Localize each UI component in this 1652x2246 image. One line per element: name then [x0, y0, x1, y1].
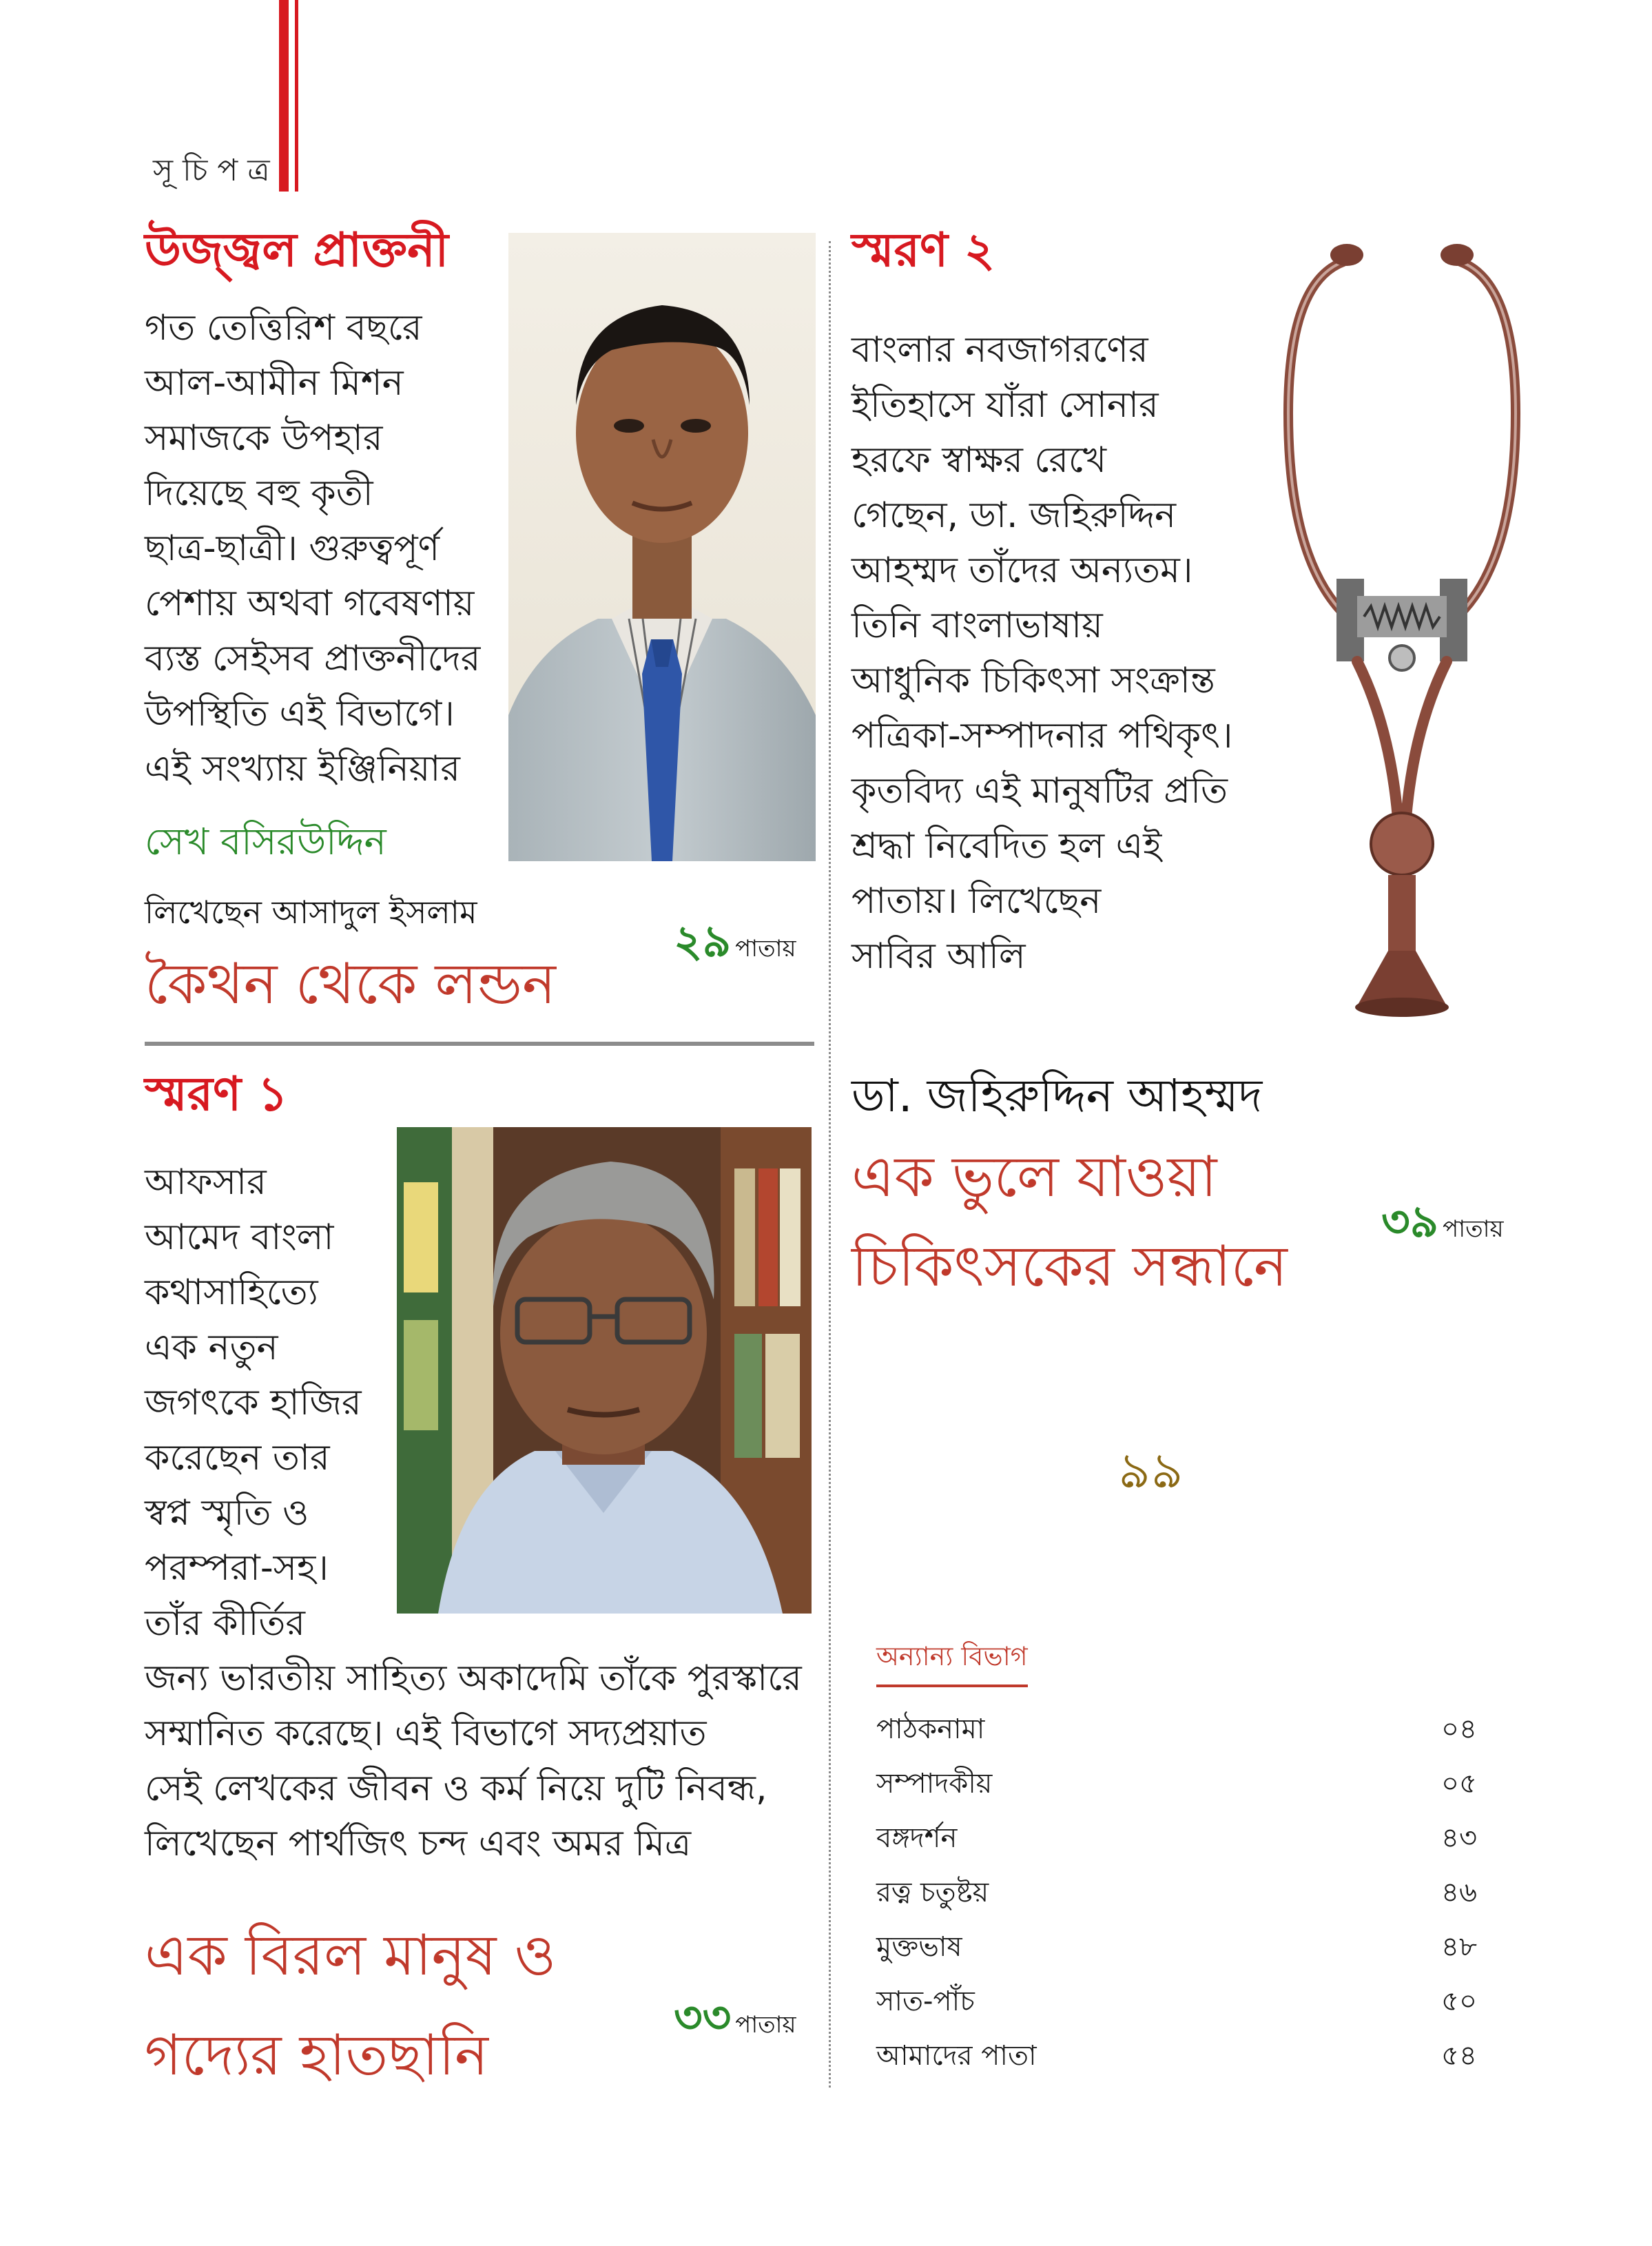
other-section-item[interactable] [876, 1871, 1481, 1913]
section1-lines-line: এই সংখ্যায় ইঞ্জিনিয়ার [145, 748, 460, 790]
section3-lines-line: আহম্মদ তাঁদের অন্যতম। [851, 550, 1193, 591]
section3-lines-line: ইতিহাসে যাঁরা সোনার [851, 384, 1159, 426]
section1-lines-line: ব্যস্ত সেইসব প্রাক্তনীদের [145, 638, 481, 679]
section3-feature-line2[interactable]: চিকিৎসকের সন্ধানে [851, 1234, 1288, 1299]
section1-lines-line: দিয়েছে বহু কৃতী [145, 473, 373, 514]
section3-person-name: ডা. জহিরুদ্দিন আহম্মদ [851, 1069, 1263, 1122]
section1-lines-line: সমাজকে উপহার [145, 418, 383, 459]
section2-feature-line1[interactable]: এক বিরল মানুষ ও [145, 1923, 557, 1988]
section1-lines-line: উপস্থিতি এই বিভাগে। [145, 693, 455, 734]
other-section-item[interactable] [876, 1762, 1481, 1804]
section3-lines-line: গেছেন, ডা. জহিরুদ্দিন [851, 495, 1177, 536]
section3-lines-line: সাবির আলি [851, 936, 1026, 977]
section1-body [145, 300, 480, 796]
other-section-page: ০৫ [1441, 1768, 1477, 1800]
section3-lines-line: পাতায়। লিখেছেন [851, 880, 1102, 922]
section2-wide-line: জন্য ভারতীয় সাহিত্য অকাদেমি তাঁকে পুরস্কারে [145, 1658, 802, 1699]
section2-body-narrow [145, 1155, 362, 1651]
section1-title: উজ্জ্বল প্রাক্তনী [145, 223, 449, 278]
section2-body-wide [145, 1651, 802, 1871]
section3-lines-line: কৃতবিদ্য এই মানুষটির প্রতি [851, 770, 1228, 812]
other-section-page: ০৪ [1441, 1713, 1477, 1745]
section3-title: স্মরণ ২ [851, 223, 995, 278]
section1-byline: লিখেছেন আসাদুল ইসলাম [145, 894, 477, 931]
section2-narrow-line: আমেদ বাংলা [145, 1217, 334, 1258]
alumni-portrait-illustration [508, 233, 816, 861]
section3-lines-line: বাংলার নবজাগরণের [851, 329, 1148, 371]
section2-wide-line: লিখেছেন পার্থজিৎ চন্দ এবং অমর মিত্র [145, 1823, 692, 1864]
section3-body [851, 322, 1232, 984]
section2-page-number: ৩৩ [674, 1992, 732, 2043]
other-section-label: রত্ন চতুষ্টয় [876, 1877, 989, 1908]
section1-feature-title[interactable]: কৈথন থেকে লন্ডন [145, 951, 556, 1017]
decorative-ornament: ঌঌ [1119, 1441, 1185, 1499]
section2-wide-line: সম্মানিত করেছে। এই বিভাগে সদ্যপ্রয়াত [145, 1713, 707, 1754]
other-section-label: পাঠকনামা [876, 1713, 985, 1745]
section3-lines-line: পত্রিকা-সম্পাদনার পথিকৃৎ। [851, 715, 1233, 756]
section2-narrow-line: পরম্পরা-সহ। [145, 1547, 329, 1589]
other-section-item[interactable] [876, 1707, 1481, 1750]
stethoscope-illustration [1261, 234, 1536, 1027]
header-red-bar-inner [295, 0, 298, 192]
section1-lines-line: গত তেত্তিরিশ বছরে [145, 307, 422, 349]
other-sections-title: অন্যান্য বিভাগ [876, 1636, 1028, 1687]
section2-narrow-line: স্বপ্ন স্মৃতি ও [145, 1492, 309, 1534]
section2-narrow-line: আফসার [145, 1162, 267, 1203]
other-section-label: বঙ্গদর্শন [876, 1822, 958, 1854]
section3-page-word: পাতায় [1443, 1215, 1504, 1243]
section1-page-word: পাতায় [735, 935, 796, 962]
writer-portrait-illustration [397, 1127, 812, 1614]
other-section-page: ৪৬ [1441, 1877, 1477, 1908]
other-section-item[interactable] [876, 1925, 1481, 1968]
other-section-page: ৪৮ [1441, 1931, 1477, 1963]
section3-lines-line: আধুনিক চিকিৎসা সংক্রান্ত [851, 660, 1215, 701]
section2-narrow-line: এক নতুন [145, 1327, 278, 1368]
section2-feature-line2[interactable]: গদ্যের হাতছানি [145, 2023, 488, 2088]
other-section-page: ৫০ [1441, 1986, 1477, 2017]
stethoscope-icon [1261, 234, 1536, 1027]
section1-person-name: সেখ বসিরউদ্দিন [145, 820, 386, 863]
section2-page-word: পাতায় [735, 2011, 796, 2039]
section2-wide-line: সেই লেখকের জীবন ও কর্ম নিয়ে দুটি নিবন্ধ, [145, 1768, 767, 1809]
other-section-item[interactable] [876, 2034, 1481, 2077]
other-section-page: ৪৩ [1441, 1822, 1477, 1854]
section1-lines-line: পেশায় অথবা গবেষণায় [145, 583, 475, 624]
section2-title: স্মরণ ১ [145, 1067, 288, 1122]
other-section-item[interactable] [876, 1979, 1481, 2022]
other-section-page: ৫৪ [1441, 2040, 1477, 2072]
section1-page-number: ২৯ [674, 916, 732, 967]
other-section-label: সাত-পাঁচ [876, 1986, 975, 2017]
other-section-label: আমাদের পাতা [876, 2040, 1037, 2072]
section2-narrow-line: তাঁর কীর্তির [145, 1603, 305, 1644]
page-header-label: সূচিপত্র [153, 153, 280, 188]
alumni-portrait-photo [508, 233, 816, 861]
section3-lines-line: শ্রদ্ধা নিবেদিত হল এই [851, 825, 1162, 867]
section2-narrow-line: জগৎকে হাজির [145, 1382, 362, 1423]
writer-portrait-photo [397, 1127, 812, 1614]
section3-page-ref [1381, 1188, 1504, 1262]
section3-feature-line1[interactable]: এক ভুলে যাওয়া [851, 1144, 1217, 1210]
other-section-label: সম্পাদকীয় [876, 1768, 993, 1800]
other-section-label: মুক্তভাষ [876, 1931, 962, 1963]
section2-narrow-line: কথাসাহিত্যে [145, 1272, 318, 1313]
section2-narrow-line: করেছেন তার [145, 1437, 330, 1479]
other-section-item[interactable] [876, 1816, 1481, 1859]
section1-page-ref [674, 908, 796, 982]
section-divider [145, 1042, 814, 1046]
column-divider [829, 241, 831, 2088]
section3-lines-line: হরফে স্বাক্ষর রেখে [851, 440, 1107, 481]
section3-page-number: ৩৯ [1381, 1197, 1439, 1248]
section2-page-ref [674, 1984, 796, 2058]
section3-lines-line: তিনি বাংলাভাষায় [851, 605, 1103, 646]
header-red-bar-outer [279, 0, 289, 192]
section1-lines-line: ছাত্র-ছাত্রী। গুরুত্বপূর্ণ [145, 528, 440, 569]
section1-lines-line: আল-আমীন মিশন [145, 362, 404, 404]
